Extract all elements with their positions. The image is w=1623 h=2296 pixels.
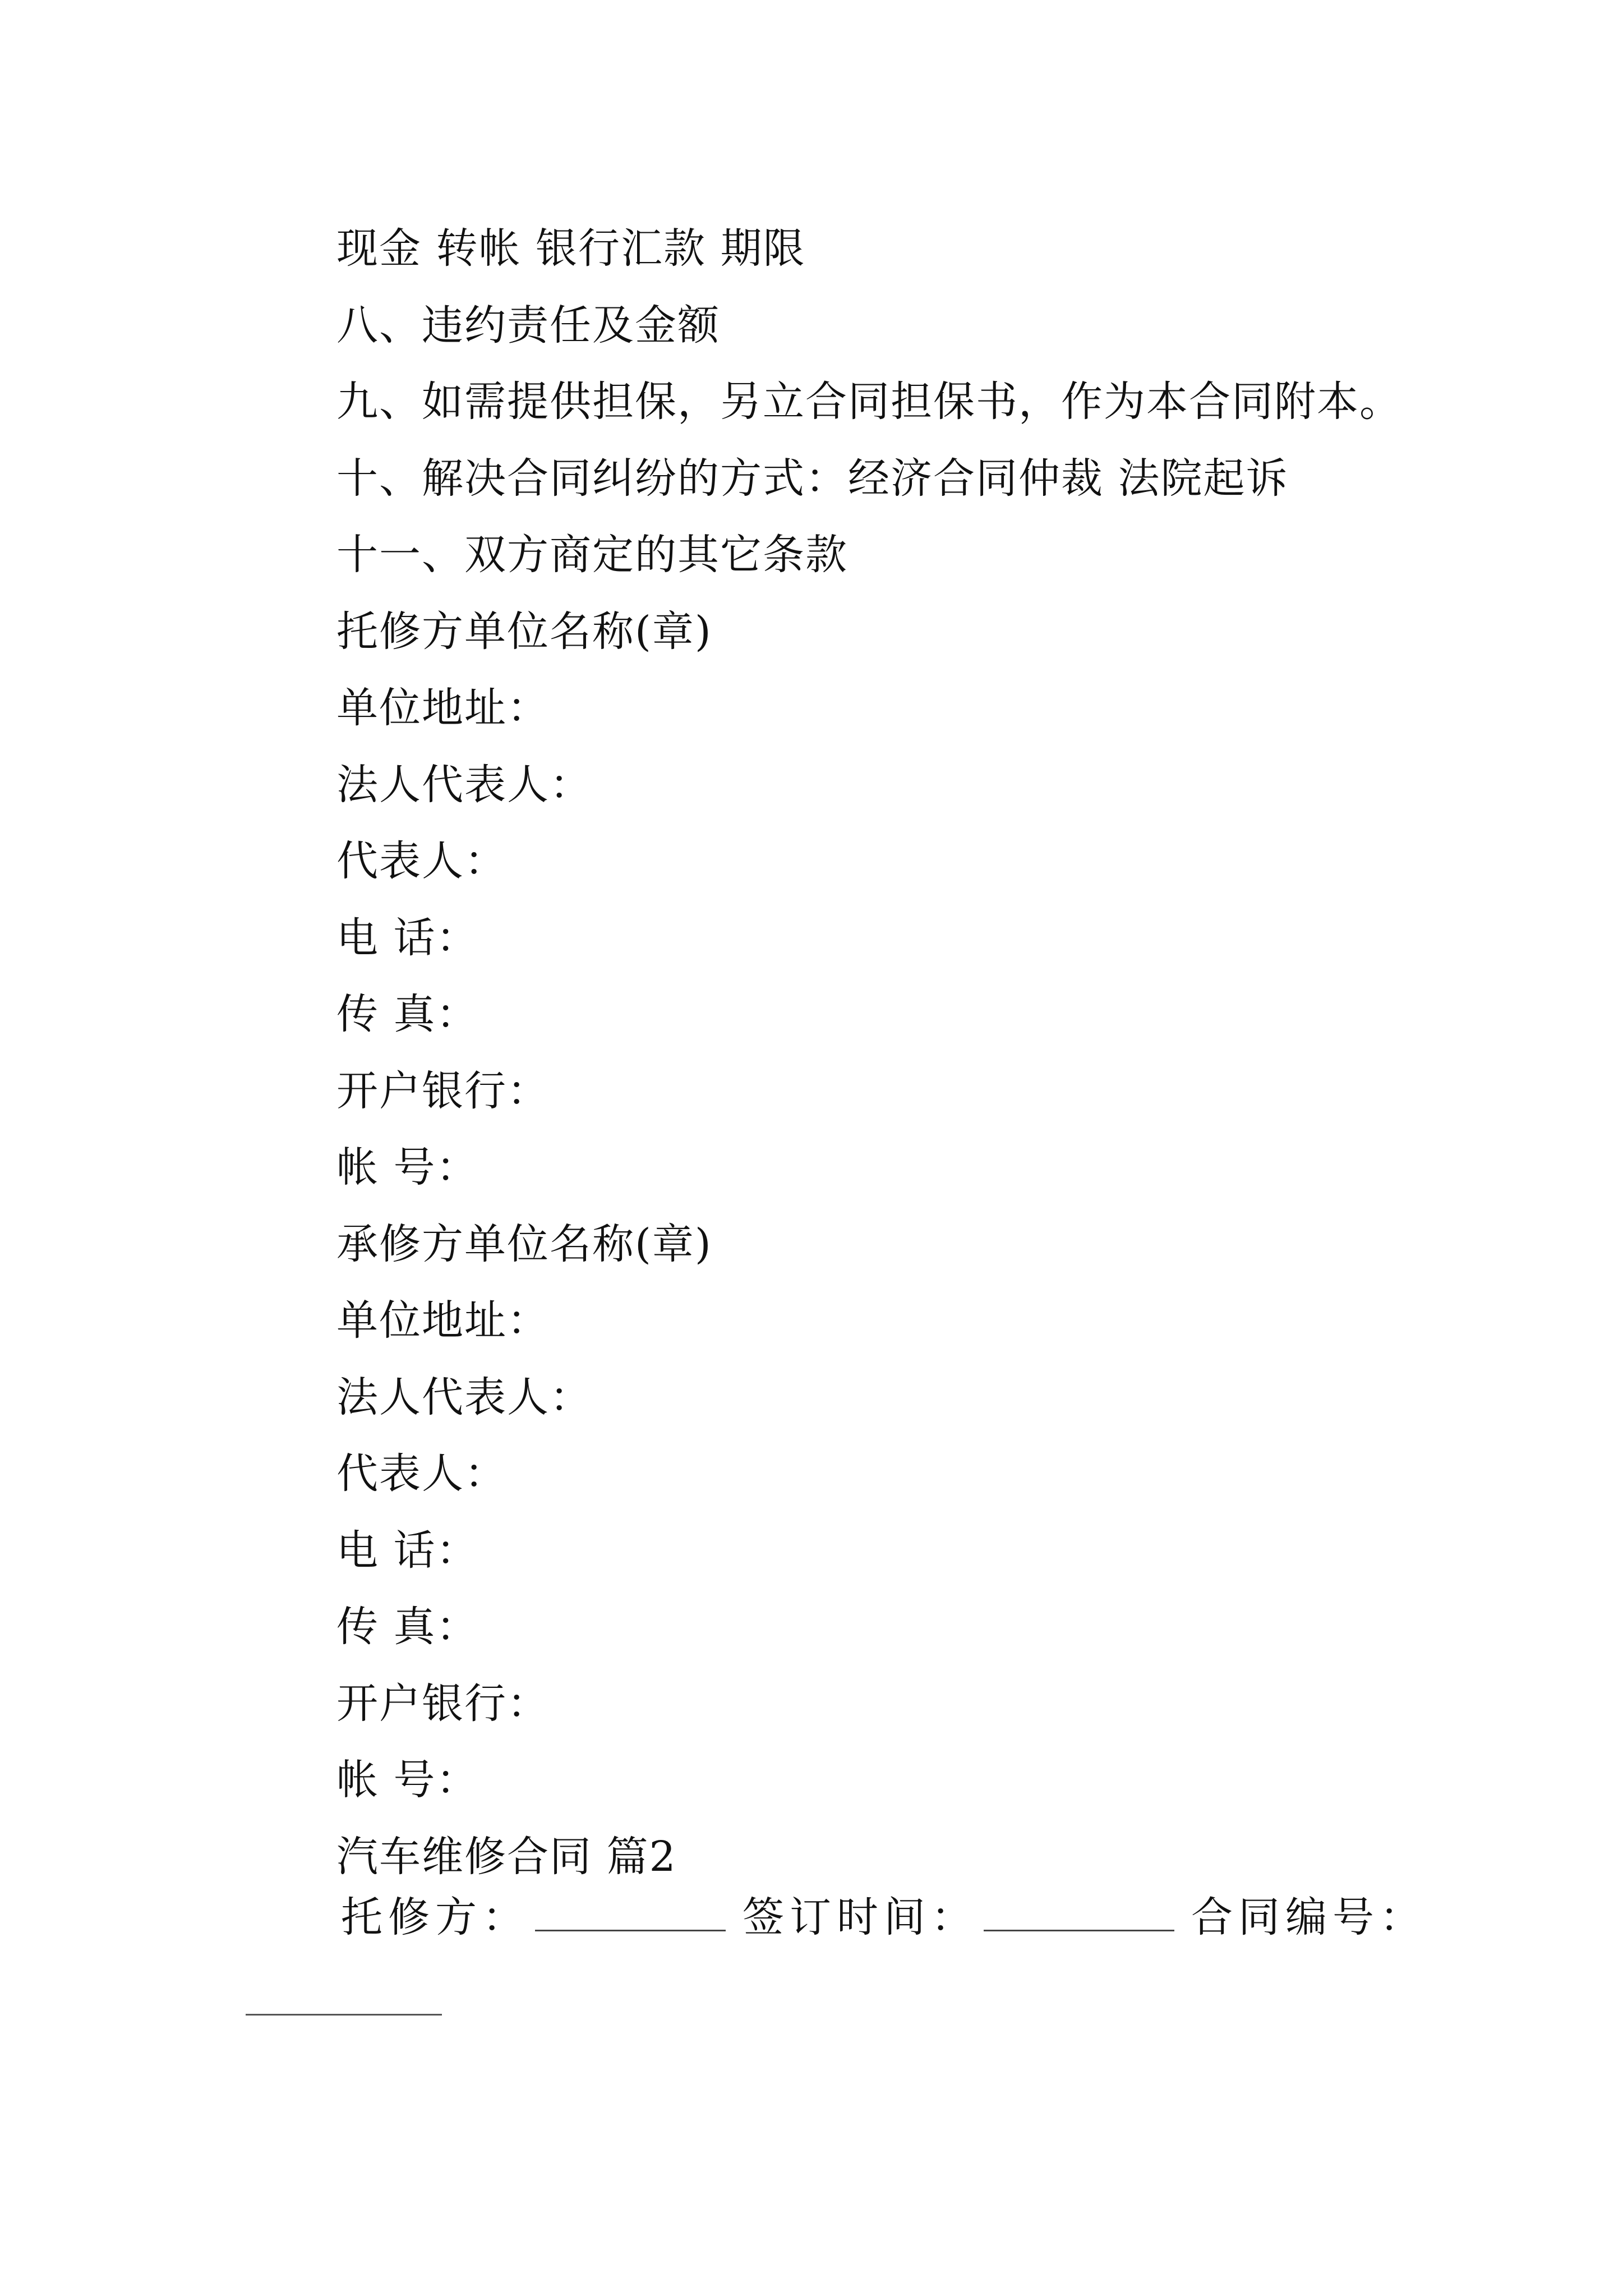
section-2-title: 汽车维修合同 篇2 [336,1832,677,1881]
client-fax-label: 传 真： [336,990,479,1038]
contract-header-line [341,1889,1427,1945]
contractor-account-label: 帐 号： [336,1756,479,1804]
contract-number-label: 合同编号： [1191,1893,1427,1941]
document-body [336,210,1458,1895]
client-address-label: 单位地址： [336,684,550,732]
contractor-bank-label: 开户银行： [336,1679,550,1728]
client-blank [535,1890,726,1931]
client-phone-label: 电 话： [336,913,479,962]
contractor-phone-label: 电 话： [336,1526,479,1575]
contractor-unit-name-label: 承修方单位名称(章) [336,1220,712,1268]
clause-8-heading: 八、违约责任及金额 [336,301,720,349]
client-representative-label: 代表人： [336,837,507,885]
footnote-separator [246,2014,442,2016]
client-unit-name-label: 托修方单位名称(章) [336,607,712,656]
payment-methods-line: 现金 转帐 银行汇款 期限 [336,224,806,273]
contractor-address-label: 单位地址： [336,1296,550,1345]
client-label: 托修方： [341,1893,529,1941]
clause-9-heading: 九、如需提供担保，另立合同担保书，作为本合同附本。 [336,378,1402,426]
sign-time-blank [984,1890,1174,1931]
client-bank-label: 开户银行： [336,1066,550,1115]
clause-11-heading: 十一、双方商定的其它条款 [336,531,848,579]
client-legal-rep-label: 法人代表人： [336,760,592,809]
clause-10-heading: 十、解决合同纠纷的方式：经济合同仲裁 法院起诉 [336,454,1289,503]
sign-time-label: 签订时间： [743,1893,978,1941]
contractor-fax-label: 传 真： [336,1603,479,1651]
client-account-label: 帐 号： [336,1143,479,1191]
contractor-legal-rep-label: 法人代表人： [336,1373,592,1421]
contractor-representative-label: 代表人： [336,1450,507,1498]
